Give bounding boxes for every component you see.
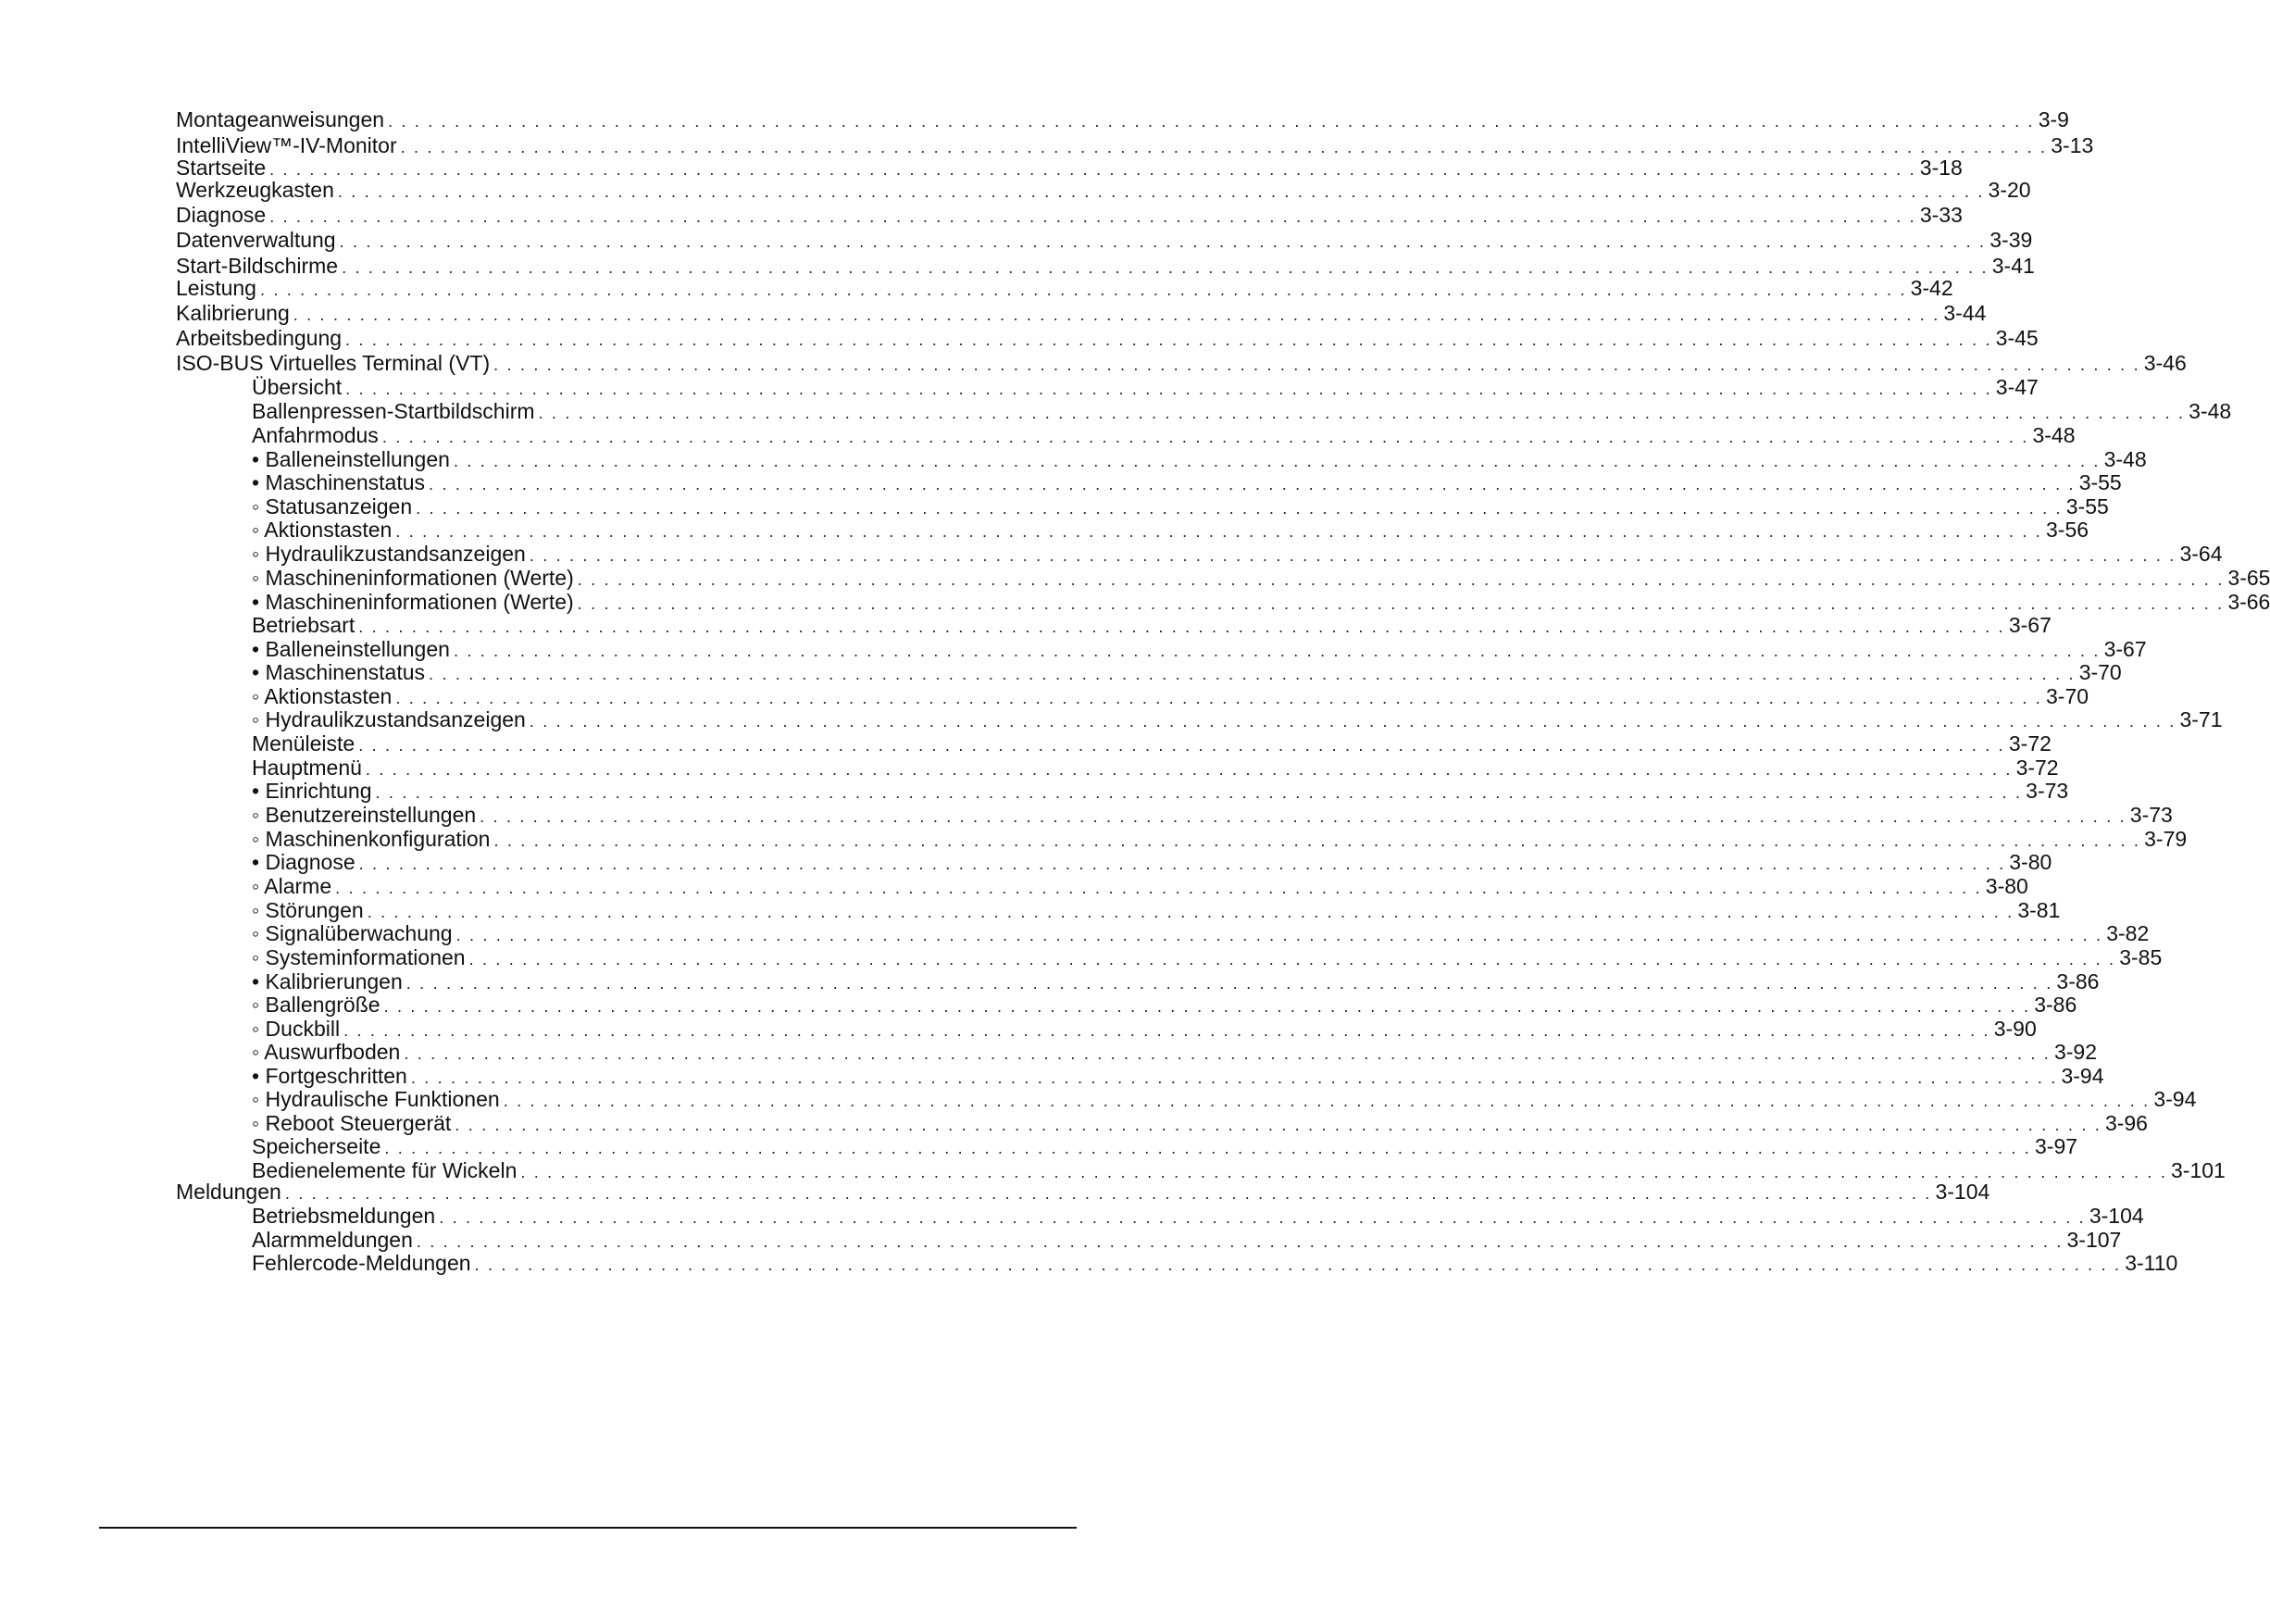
toc-entry[interactable] — [252, 517, 2089, 543]
toc-dot-leader: . . . . . . . . . . . . . . . . . . . . . . . . . . . . . . . . . . . . . . . . . . . . . . . . . . . . . . . . . . . . . . . . . . . . . . . . . . . . . . . . . . . . . . . . . . . . . . . . . . . . . . . . . . . . . . . . . . . . . . . . . . . . — [269, 160, 1916, 179]
toc-dot-leader: . . . . . . . . . . . . . . . . . . . . . . . . . . . . . . . . . . . . . . . . . . . . . . . . . . . . . . . . . . . . . . . . . . . . . . . . . . . . . . . . . . . . . . . . . . . . . . . . . . . . . . . . . . . . . . . . . . . . . . . . . . . . — [429, 475, 2076, 493]
toc-entry-title: ◦ Signalüberwachung — [252, 921, 453, 945]
toc-dot-leader: . . . . . . . . . . . . . . . . . . . . . . . . . . . . . . . . . . . . . . . . . . . . . . . . . . . . . . . . . . . . . . . . . . . . . . . . . . . . . . . . . . . . . . . . . . . . . . . . . . . . . . . . . . . . . . . . . . . . . . . . . . . . — [538, 404, 2186, 422]
toc-page-number: 3-66 — [2227, 590, 2270, 614]
toc-entry-title: ◦ Störungen — [252, 898, 364, 922]
toc-dot-leader: . . . . . . . . . . . . . . . . . . . . . . . . . . . . . . . . . . . . . . . . . . . . . . . . . . . . . . . . . . . . . . . . . . . . . . . . . . . . . . . . . . . . . . . . . . . . . . . . . . . . . . . . . . . . . . . . . . . . . . . . . . . . — [503, 1092, 2151, 1110]
toc-entry[interactable] — [252, 1250, 2178, 1276]
toc-dot-leader: . . . . . . . . . . . . . . . . . . . . . . . . . . . . . . . . . . . . . . . . . . . . . . . . . . . . . . . . . . . . . . . . . . . . . . . . . . . . . . . . . . . . . . . . . . . . . . . . . . . . . . . . . . . . . . . . . . . . . . . . . . . . — [529, 712, 2176, 731]
toc-entry-title: Betriebsart — [252, 613, 355, 637]
toc-entry[interactable] — [176, 300, 1987, 326]
toc-entry[interactable] — [252, 398, 2232, 424]
toc-page-number: 3-33 — [1919, 203, 1963, 227]
toc-entry[interactable] — [252, 565, 2270, 591]
toc-entry-title: • Fortgeschritten — [252, 1064, 407, 1088]
toc-page-number: 3-18 — [1919, 156, 1963, 180]
toc-page-number: 3-44 — [1943, 301, 1987, 325]
toc-dot-leader: . . . . . . . . . . . . . . . . . . . . . . . . . . . . . . . . . . . . . . . . . . . . . . . . . . . . . . . . . . . . . . . . . . . . . . . . . . . . . . . . . . . . . . . . . . . . . . . . . . . . . . . . . . . . . . . . . . . . . . . . . . . . — [395, 522, 2042, 541]
toc-entry[interactable] — [252, 1110, 2148, 1136]
toc-entry[interactable] — [252, 826, 2188, 852]
toc-dot-leader: . . . . . . . . . . . . . . . . . . . . . . . . . . . . . . . . . . . . . . . . . . . . . . . . . . . . . . . . . . . . . . . . . . . . . . . . . . . . . . . . . . . . . . . . . . . . . . . . . . . . . . . . . . . . . . . . . . . . . . . . . . . . — [416, 1232, 2064, 1251]
toc-entry[interactable] — [252, 1039, 2098, 1065]
toc-page-number: 3-41 — [1991, 254, 2035, 278]
toc-dot-leader: . . . . . . . . . . . . . . . . . . . . . . . . . . . . . . . . . . . . . . . . . . . . . . . . . . . . . . . . . . . . . . . . . . . . . . . . . . . . . . . . . . . . . . . . . . . . . . . . . . . . . . . . . . . . . . . . . . . . . . . . . . . . — [293, 306, 1940, 324]
toc-entry-title: ◦ Aktionstasten — [252, 684, 393, 708]
toc-page-number: 3-72 — [2008, 731, 2052, 756]
toc-entry-title: ISO-BUS Virtuelles Terminal (VT) — [176, 351, 491, 375]
toc-entry[interactable] — [176, 227, 2033, 253]
toc-dot-leader: . . . . . . . . . . . . . . . . . . . . . . . . . . . . . . . . . . . . . . . . . . . . . . . . . . . . . . . . . . . . . . . . . . . . . . . . . . . . . . . . . . . . . . . . . . . . . . . . . . . . . . . . . . . . . . . . . . . . . . . . . . . . — [335, 879, 1982, 897]
toc-page-number: 3-94 — [2061, 1064, 2104, 1088]
toc-entry[interactable] — [252, 802, 2173, 828]
toc-page-number: 3-48 — [2103, 447, 2147, 471]
toc-entry-title: Arbeitsbedingung — [176, 326, 343, 350]
toc-page-number: 3-104 — [2089, 1204, 2144, 1228]
toc-entry-title: Diagnose — [176, 203, 267, 227]
toc-entry[interactable] — [252, 920, 2150, 946]
toc-dot-leader: . . . . . . . . . . . . . . . . . . . . . . . . . . . . . . . . . . . . . . . . . . . . . . . . . . . . . . . . . . . . . . . . . . . . . . . . . . . . . . . . . . . . . . . . . . . . . . . . . . . . . . . . . . . . . . . . . . . . . . . . . . . . — [416, 499, 2063, 518]
toc-entry-title: Startseite — [176, 156, 267, 180]
toc-dot-leader: . . . . . . . . . . . . . . . . . . . . . . . . . . . . . . . . . . . . . . . . . . . . . . . . . . . . . . . . . . . . . . . . . . . . . . . . . . . . . . . . . . . . . . . . . . . . . . . . . . . . . . . . . . . . . . . . . . . . . . . . . . . . — [383, 997, 2031, 1016]
toc-dot-leader: . . . . . . . . . . . . . . . . . . . . . . . . . . . . . . . . . . . . . . . . . . . . . . . . . . . . . . . . . . . . . . . . . . . . . . . . . . . . . . . . . . . . . . . . . . . . . . . . . . . . . . . . . . . . . . . . . . . . . . . . . . . . — [358, 618, 2005, 636]
toc-entry[interactable] — [252, 731, 2052, 756]
toc-entry[interactable] — [252, 992, 2077, 1018]
toc-dot-leader: . . . . . . . . . . . . . . . . . . . . . . . . . . . . . . . . . . . . . . . . . . . . . . . . . . . . . . . . . . . . . . . . . . . . . . . . . . . . . . . . . . . . . . . . . . . . . . . . . . . . . . . . . . . . . . . . . . . . . . . . . . . . — [493, 356, 2140, 374]
toc-page-number: 3-97 — [2035, 1134, 2078, 1158]
toc-entry[interactable] — [252, 1016, 2037, 1042]
toc-dot-leader: . . . . . . . . . . . . . . . . . . . . . . . . . . . . . . . . . . . . . . . . . . . . . . . . . . . . . . . . . . . . . . . . . . . . . . . . . . . . . . . . . . . . . . . . . . . . . . . . . . . . . . . . . . . . . . . . . . . . . . . . . . . . — [493, 831, 2141, 850]
toc-dot-leader: . . . . . . . . . . . . . . . . . . . . . . . . . . . . . . . . . . . . . . . . . . . . . . . . . . . . . . . . . . . . . . . . . . . . . . . . . . . . . . . . . . . . . . . . . . . . . . . . . . . . . . . . . . . . . . . . . . . . . . . . . . . . — [375, 783, 2023, 802]
toc-entry-title: Meldungen — [176, 1180, 281, 1204]
toc-entry[interactable] — [252, 636, 2147, 662]
toc-entry-title: ◦ Statusanzeigen — [252, 494, 413, 518]
toc-dot-leader: . . . . . . . . . . . . . . . . . . . . . . . . . . . . . . . . . . . . . . . . . . . . . . . . . . . . . . . . . . . . . . . . . . . . . . . . . . . . . . . . . . . . . . . . . . . . . . . . . . . . . . . . . . . . . . . . . . . . . . . . . . . . — [367, 903, 2014, 921]
toc-dot-leader: . . . . . . . . . . . . . . . . . . . . . . . . . . . . . . . . . . . . . . . . . . . . . . . . . . . . . . . . . . . . . . . . . . . . . . . . . . . . . . . . . . . . . . . . . . . . . . . . . . . . . . . . . . . . . . . . . . . . . . . . . . . . — [388, 112, 2035, 131]
toc-dot-leader: . . . . . . . . . . . . . . . . . . . . . . . . . . . . . . . . . . . . . . . . . . . . . . . . . . . . . . . . . . . . . . . . . . . . . . . . . . . . . . . . . . . . . . . . . . . . . . . . . . . . . . . . . . . . . . . . . . . . . . . . . . . . — [455, 1116, 2102, 1134]
toc-dot-leader: . . . . . . . . . . . . . . . . . . . . . . . . . . . . . . . . . . . . . . . . . . . . . . . . . . . . . . . . . . . . . . . . . . . . . . . . . . . . . . . . . . . . . . . . . . . . . . . . . . . . . . . . . . . . . . . . . . . . . . . . . . . . — [453, 452, 2101, 470]
toc-page-number: 3-101 — [2171, 1158, 2226, 1182]
toc-entry-title: ◦ Hydraulikzustandsanzeigen — [252, 707, 526, 731]
toc-page-number: 3-65 — [2227, 566, 2270, 590]
toc-entry-title: IntelliView™-IV-Monitor — [176, 133, 397, 157]
toc-dot-leader: . . . . . . . . . . . . . . . . . . . . . . . . . . . . . . . . . . . . . . . . . . . . . . . . . . . . . . . . . . . . . . . . . . . . . . . . . . . . . . . . . . . . . . . . . . . . . . . . . . . . . . . . . . . . . . . . . . . . . . . . . . . . — [345, 331, 1992, 349]
toc-page-number: 3-67 — [2008, 613, 2052, 637]
toc-page-number: 3-42 — [1910, 276, 1953, 300]
toc-entry-title: ◦ Ballengröße — [252, 993, 380, 1017]
toc-entry[interactable] — [252, 849, 2052, 875]
toc-page-number: 3-71 — [2179, 707, 2223, 731]
toc-entry[interactable] — [252, 1063, 2104, 1089]
toc-entry-title: Datenverwaltung — [176, 228, 336, 252]
toc-page-number: 3-70 — [2078, 660, 2122, 684]
toc-page-number: 3-56 — [2046, 518, 2089, 542]
toc-page-number: 3-80 — [2009, 850, 2052, 874]
toc-entry-title: ◦ Maschineninformationen (Werte) — [252, 566, 574, 590]
toc-entry-title: Leistung — [176, 276, 256, 300]
toc-entry[interactable] — [252, 612, 2052, 638]
toc-dot-leader: . . . . . . . . . . . . . . . . . . . . . . . . . . . . . . . . . . . . . . . . . . . . . . . . . . . . . . . . . . . . . . . . . . . . . . . . . . . . . . . . . . . . . . . . . . . . . . . . . . . . . . . . . . . . . . . . . . . . . . . . . . . . — [345, 380, 1992, 398]
toc-entry[interactable] — [252, 683, 2089, 709]
toc-entry[interactable] — [252, 873, 2028, 899]
toc-entry-title: Montageanweisungen — [176, 107, 385, 131]
toc-entry-title: ◦ Duckbill — [252, 1017, 341, 1041]
toc-entry[interactable] — [252, 897, 2061, 923]
toc-dot-leader: . . . . . . . . . . . . . . . . . . . . . . . . . . . . . . . . . . . . . . . . . . . . . . . . . . . . . . . . . . . . . . . . . . . . . . . . . . . . . . . . . . . . . . . . . . . . . . . . . . . . . . . . . . . . . . . . . . . . . . . . . . . . — [453, 642, 2101, 660]
toc-page-number: 3-104 — [1935, 1180, 1990, 1204]
toc-entry-title: Anfahrmodus — [252, 423, 379, 447]
toc-entry[interactable] — [252, 374, 2039, 400]
toc-entry[interactable] — [176, 275, 1953, 301]
toc-entry[interactable] — [252, 1133, 2078, 1159]
toc-dot-leader: . . . . . . . . . . . . . . . . . . . . . . . . . . . . . . . . . . . . . . . . . . . . . . . . . . . . . . . . . . . . . . . . . . . . . . . . . . . . . . . . . . . . . . . . . . . . . . . . . . . . . . . . . . . . . . . . . . . . . . . . . . . . — [400, 138, 2048, 156]
toc-entry-title: • Balleneinstellungen — [252, 637, 450, 661]
toc-entry-title: ◦ Systeminformationen — [252, 945, 466, 969]
toc-entry[interactable] — [252, 778, 2069, 804]
toc-page-number: 3-81 — [2017, 898, 2061, 922]
toc-dot-leader: . . . . . . . . . . . . . . . . . . . . . . . . . . . . . . . . . . . . . . . . . . . . . . . . . . . . . . . . . . . . . . . . . . . . . . . . . . . . . . . . . . . . . . . . . . . . . . . . . . . . . . . . . . . . . . . . . . . . . . . . . . . . — [339, 232, 1987, 251]
toc-dot-leader: . . . . . . . . . . . . . . . . . . . . . . . . . . . . . . . . . . . . . . . . . . . . . . . . . . . . . . . . . . . . . . . . . . . . . . . . . . . . . . . . . . . . . . . . . . . . . . . . . . . . . . . . . . . . . . . . . . . . . . . . . . . . — [337, 182, 1985, 201]
toc-dot-leader: . . . . . . . . . . . . . . . . . . . . . . . . . . . . . . . . . . . . . . . . . . . . . . . . . . . . . . . . . . . . . . . . . . . . . . . . . . . . . . . . . . . . . . . . . . . . . . . . . . . . . . . . . . . . . . . . . . . . . . . . . . . . — [395, 689, 2042, 707]
toc-dot-leader: . . . . . . . . . . . . . . . . . . . . . . . . . . . . . . . . . . . . . . . . . . . . . . . . . . . . . . . . . . . . . . . . . . . . . . . . . . . . . . . . . . . . . . . . . . . . . . . . . . . . . . . . . . . . . . . . . . . . . . . . . . . . — [358, 736, 2005, 755]
toc-entry-title: Kalibrierung — [176, 301, 290, 325]
toc-entry[interactable] — [176, 106, 2069, 132]
toc-page-number: 3-45 — [1995, 326, 2039, 350]
toc-dot-leader: . . . . . . . . . . . . . . . . . . . . . . . . . . . . . . . . . . . . . . . . . . . . . . . . . . . . . . . . . . . . . . . . . . . . . . . . . . . . . . . . . . . . . . . . . . . . . . . . . . . . . . . . . . . . . . . . . . . . . . . . . . . . — [343, 1021, 1990, 1040]
toc-entry[interactable] — [176, 1179, 1990, 1205]
toc-page-number: 3-48 — [2032, 423, 2076, 447]
toc-entry-title: Betriebsmeldungen — [252, 1204, 436, 1228]
toc-entry-title: ◦ Auswurfboden — [252, 1040, 401, 1064]
toc-entry-title: Werkzeugkasten — [176, 178, 334, 202]
toc-entry-title: • Maschineninformationen (Werte) — [252, 590, 574, 614]
toc-page-number: 3-55 — [2065, 494, 2109, 518]
toc-dot-leader: . . . . . . . . . . . . . . . . . . . . . . . . . . . . . . . . . . . . . . . . . . . . . . . . . . . . . . . . . . . . . . . . . . . . . . . . . . . . . . . . . . . . . . . . . . . . . . . . . . . . . . . . . . . . . . . . . . . . . . . . . . . . — [410, 1068, 2058, 1087]
toc-entry[interactable] — [252, 706, 2223, 732]
toc-page-number: 3-73 — [2129, 803, 2173, 827]
toc-entry-title: Übersicht — [252, 375, 343, 399]
toc-entry[interactable] — [252, 944, 2163, 970]
toc-entry-title: ◦ Hydraulische Funktionen — [252, 1087, 500, 1111]
toc-entry[interactable] — [252, 541, 2223, 567]
toc-page-number: 3-96 — [2104, 1111, 2148, 1135]
toc-entry-title: • Maschinenstatus — [252, 470, 426, 494]
toc-dot-leader: . . . . . . . . . . . . . . . . . . . . . . . . . . . . . . . . . . . . . . . . . . . . . . . . . . . . . . . . . . . . . . . . . . . . . . . . . . . . . . . . . . . . . . . . . . . . . . . . . . . . . . . . . . . . . . . . . . . . . . . . . . . . — [404, 1044, 2051, 1063]
toc-page-number: 3-80 — [1985, 874, 2028, 898]
toc-dot-leader: . . . . . . . . . . . . . . . . . . . . . . . . . . . . . . . . . . . . . . . . . . . . . . . . . . . . . . . . . . . . . . . . . . . . . . . . . . . . . . . . . . . . . . . . . . . . . . . . . . . . . . . . . . . . . . . . . . . . . . . . . . . . — [358, 855, 2006, 873]
toc-entry-title: Speicherseite — [252, 1134, 381, 1158]
toc-page-number: 3-72 — [2015, 756, 2059, 780]
toc-dot-leader: . . . . . . . . . . . . . . . . . . . . . . . . . . . . . . . . . . . . . . . . . . . . . . . . . . . . . . . . . . . . . . . . . . . . . . . . . . . . . . . . . . . . . . . . . . . . . . . . . . . . . . . . . . . . . . . . . . . . . . . . . . . . — [405, 974, 2053, 993]
toc-page-number: 3-47 — [1995, 375, 2039, 399]
toc-page-number: 3-79 — [2144, 827, 2188, 851]
toc-entry[interactable] — [176, 350, 2187, 376]
toc-dot-leader: . . . . . . . . . . . . . . . . . . . . . . . . . . . . . . . . . . . . . . . . . . . . . . . . . . . . . . . . . . . . . . . . . . . . . . . . . . . . . . . . . . . . . . . . . . . . . . . . . . . . . . . . . . . . . . . . . . . . . . . . . . . . — [259, 281, 1907, 299]
toc-dot-leader: . . . . . . . . . . . . . . . . . . . . . . . . . . . . . . . . . . . . . . . . . . . . . . . . . . . . . . . . . . . . . . . . . . . . . . . . . . . . . . . . . . . . . . . . . . . . . . . . . . . . . . . . . . . . . . . . . . . . . . . . . . . . — [284, 1184, 1932, 1203]
toc-page-number: 3-94 — [2153, 1087, 2197, 1111]
toc-page-number: 3-86 — [2056, 969, 2100, 993]
toc-dot-leader: . . . . . . . . . . . . . . . . . . . . . . . . . . . . . . . . . . . . . . . . . . . . . . . . . . . . . . . . . . . . . . . . . . . . . . . . . . . . . . . . . . . . . . . . . . . . . . . . . . . . . . . . . . . . . . . . . . . . . . . . . . . . — [529, 546, 2176, 565]
toc-entry-title: ◦ Reboot Steuergerät — [252, 1111, 452, 1135]
toc-entry-title: Alarmmeldungen — [252, 1228, 413, 1252]
toc-page-number: 3-39 — [1989, 228, 2033, 252]
toc-page-number: 3-46 — [2143, 351, 2187, 375]
toc-entry-title: Ballenpressen-Startbildschirm — [252, 399, 535, 423]
toc-dot-leader: . . . . . . . . . . . . . . . . . . . . . . . . . . . . . . . . . . . . . . . . . . . . . . . . . . . . . . . . . . . . . . . . . . . . . . . . . . . . . . . . . . . . . . . . . . . . . . . . . . . . . . . . . . . . . . . . . . . . . . . . . . . . — [577, 594, 2225, 613]
toc-entry[interactable] — [252, 469, 2122, 495]
toc-entry[interactable] — [252, 659, 2122, 685]
toc-entry[interactable] — [252, 755, 2059, 781]
toc-page-number: 3-73 — [2026, 779, 2069, 803]
toc-entry-title: • Maschinenstatus — [252, 660, 426, 684]
toc-page-number: 3-107 — [2066, 1228, 2122, 1252]
toc-entry-title: Bedienelemente für Wickeln — [252, 1158, 518, 1182]
toc-entry[interactable] — [252, 446, 2147, 472]
toc-page-number: 3-64 — [2179, 542, 2223, 566]
toc-dot-leader: . . . . . . . . . . . . . . . . . . . . . . . . . . . . . . . . . . . . . . . . . . . . . . . . . . . . . . . . . . . . . . . . . . . . . . . . . . . . . . . . . . . . . . . . . . . . . . . . . . . . . . . . . . . . . . . . . . . . . . . . . . . . — [342, 258, 1989, 277]
toc-entry-title: ◦ Aktionstasten — [252, 518, 393, 542]
toc-entry[interactable] — [252, 1227, 2122, 1253]
toc-entry[interactable] — [176, 177, 2031, 203]
toc-page-number: 3-48 — [2189, 399, 2232, 423]
toc-page-number: 3-110 — [2125, 1251, 2178, 1275]
toc-entry[interactable] — [252, 589, 2270, 615]
toc-page-number: 3-20 — [1988, 178, 2031, 202]
toc-entry-title: • Diagnose — [252, 850, 355, 874]
toc-entry[interactable] — [252, 968, 2100, 994]
toc-dot-leader: . . . . . . . . . . . . . . . . . . . . . . . . . . . . . . . . . . . . . . . . . . . . . . . . . . . . . . . . . . . . . . . . . . . . . . . . . . . . . . . . . . . . . . . . . . . . . . . . . . . . . . . . . . . . . . . . . . . . . . . . . . . . — [381, 428, 2029, 446]
toc-entry-title: • Einrichtung — [252, 779, 372, 803]
toc-dot-leader: . . . . . . . . . . . . . . . . . . . . . . . . . . . . . . . . . . . . . . . . . . . . . . . . . . . . . . . . . . . . . . . . . . . . . . . . . . . . . . . . . . . . . . . . . . . . . . . . . . . . . . . . . . . . . . . . . . . . . . . . . . . . — [520, 1163, 2168, 1181]
toc-page-number: 3-85 — [2119, 945, 2163, 969]
toc-dot-leader: . . . . . . . . . . . . . . . . . . . . . . . . . . . . . . . . . . . . . . . . . . . . . . . . . . . . . . . . . . . . . . . . . . . . . . . . . . . . . . . . . . . . . . . . . . . . . . . . . . . . . . . . . . . . . . . . . . . . . . . . . . . . — [269, 207, 1916, 226]
toc-page-number: 3-82 — [2106, 921, 2150, 945]
toc-entry-title: • Kalibrierungen — [252, 969, 403, 993]
toc-entry-title: Menüleiste — [252, 731, 355, 756]
toc-page-number: 3-9 — [2038, 107, 2069, 131]
toc-page-number: 3-92 — [2053, 1040, 2098, 1064]
toc-entry-title: Hauptmenü — [252, 756, 362, 780]
toc-dot-leader: . . . . . . . . . . . . . . . . . . . . . . . . . . . . . . . . . . . . . . . . . . . . . . . . . . . . . . . . . . . . . . . . . . . . . . . . . . . . . . . . . . . . . . . . . . . . . . . . . . . . . . . . . . . . . . . . . . . . . . . . . . . . — [480, 807, 2127, 826]
toc-dot-leader: . . . . . . . . . . . . . . . . . . . . . . . . . . . . . . . . . . . . . . . . . . . . . . . . . . . . . . . . . . . . . . . . . . . . . . . . . . . . . . . . . . . . . . . . . . . . . . . . . . . . . . . . . . . . . . . . . . . . . . . . . . . . — [429, 665, 2076, 683]
toc-entry-title: ◦ Benutzereinstellungen — [252, 803, 477, 827]
toc-page-number: 3-90 — [1993, 1017, 2037, 1041]
toc-entry[interactable] — [252, 1086, 2197, 1112]
toc-dot-leader: . . . . . . . . . . . . . . . . . . . . . . . . . . . . . . . . . . . . . . . . . . . . . . . . . . . . . . . . . . . . . . . . . . . . . . . . . . . . . . . . . . . . . . . . . . . . . . . . . . . . . . . . . . . . . . . . . . . . . . . . . . . . — [439, 1208, 2086, 1227]
toc-entry[interactable] — [176, 202, 1963, 228]
toc-dot-leader: . . . . . . . . . . . . . . . . . . . . . . . . . . . . . . . . . . . . . . . . . . . . . . . . . . . . . . . . . . . . . . . . . . . . . . . . . . . . . . . . . . . . . . . . . . . . . . . . . . . . . . . . . . . . . . . . . . . . . . . . . . . . — [468, 950, 2116, 968]
toc-page-number: 3-13 — [2051, 133, 2094, 157]
toc-dot-leader: . . . . . . . . . . . . . . . . . . . . . . . . . . . . . . . . . . . . . . . . . . . . . . . . . . . . . . . . . . . . . . . . . . . . . . . . . . . . . . . . . . . . . . . . . . . . . . . . . . . . . . . . . . . . . . . . . . . . . . . . . . . . — [455, 926, 2103, 944]
toc-entry-title: ◦ Hydraulikzustandsanzeigen — [252, 542, 526, 566]
toc-page-number: 3-55 — [2078, 470, 2122, 494]
toc-entry[interactable] — [252, 1203, 2144, 1229]
toc-entry-title: Start-Bildschirme — [176, 254, 339, 278]
toc-dot-leader: . . . . . . . . . . . . . . . . . . . . . . . . . . . . . . . . . . . . . . . . . . . . . . . . . . . . . . . . . . . . . . . . . . . . . . . . . . . . . . . . . . . . . . . . . . . . . . . . . . . . . . . . . . . . . . . . . . . . . . . . . . . . — [365, 760, 2013, 779]
toc-entry-title: ◦ Maschinenkonfiguration — [252, 827, 491, 851]
footer-rule — [99, 1527, 1077, 1529]
toc-dot-leader: . . . . . . . . . . . . . . . . . . . . . . . . . . . . . . . . . . . . . . . . . . . . . . . . . . . . . . . . . . . . . . . . . . . . . . . . . . . . . . . . . . . . . . . . . . . . . . . . . . . . . . . . . . . . . . . . . . . . . . . . . . . . — [474, 1255, 2122, 1274]
toc-entry[interactable] — [252, 493, 2109, 519]
toc-dot-leader: . . . . . . . . . . . . . . . . . . . . . . . . . . . . . . . . . . . . . . . . . . . . . . . . . . . . . . . . . . . . . . . . . . . . . . . . . . . . . . . . . . . . . . . . . . . . . . . . . . . . . . . . . . . . . . . . . . . . . . . . . . . . — [577, 570, 2225, 589]
toc-entry-title: Fehlercode-Meldungen — [252, 1251, 471, 1275]
toc-dot-leader: . . . . . . . . . . . . . . . . . . . . . . . . . . . . . . . . . . . . . . . . . . . . . . . . . . . . . . . . . . . . . . . . . . . . . . . . . . . . . . . . . . . . . . . . . . . . . . . . . . . . . . . . . . . . . . . . . . . . . . . . . . . . — [384, 1139, 2031, 1157]
toc-page-number: 3-86 — [2034, 993, 2077, 1017]
toc-entry[interactable] — [176, 325, 2039, 351]
toc-page-number: 3-67 — [2103, 637, 2147, 661]
toc-entry[interactable] — [252, 422, 2076, 448]
toc-entry-title: ◦ Alarme — [252, 874, 332, 898]
toc-entry-title: • Balleneinstellungen — [252, 447, 450, 471]
toc-page-number: 3-70 — [2046, 684, 2089, 708]
